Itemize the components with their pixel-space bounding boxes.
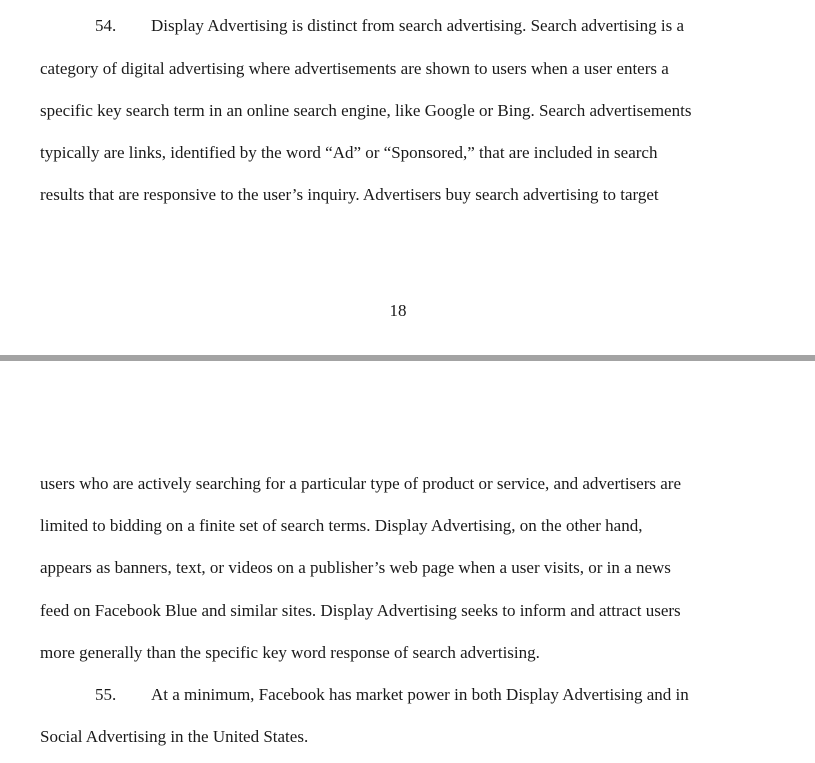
paragraph-54-line-4: typically are links, identified by the word “Ad” or “Sponsored,” that are included in search — [40, 143, 658, 162]
continued-line-2: limited to bidding on a finite set of search terms. Display Advertising, on the other hand, — [40, 516, 643, 535]
paragraph-54-line-1: Display Advertising is distinct from search advertising. Search advertising is a — [151, 16, 685, 35]
paragraph-54-line-5: results that are responsive to the user’s inquiry. Advertisers buy search advertising to target — [40, 185, 659, 204]
paragraph-55-line-2: Social Advertising in the United States. — [40, 727, 309, 746]
continued-line-5: more generally than the specific key word response of search advertising. — [40, 643, 540, 662]
paragraph-55-line-1: At a minimum, Facebook has market power in both Display Advertising and in — [151, 685, 689, 704]
page-number: 18 — [389, 301, 407, 320]
continued-line-1: users who are actively searching for a particular type of product or service, and advertisers are — [40, 474, 681, 493]
paragraph-number-54: 54. — [95, 16, 117, 35]
continued-line-3: appears as banners, text, or videos on a publisher’s web page when a user visits, or in a news — [40, 558, 671, 577]
page-divider — [0, 355, 815, 361]
paragraph-54-line-3: specific key search term in an online search engine, like Google or Bing. Search advertisements — [40, 101, 692, 120]
paragraph-54-line-2: category of digital advertising where advertisements are shown to users when a user enters a — [40, 59, 669, 78]
continued-line-4: feed on Facebook Blue and similar sites. Display Advertising seeks to inform and attract users — [40, 601, 681, 620]
paragraph-number-55: 55. — [95, 685, 117, 704]
